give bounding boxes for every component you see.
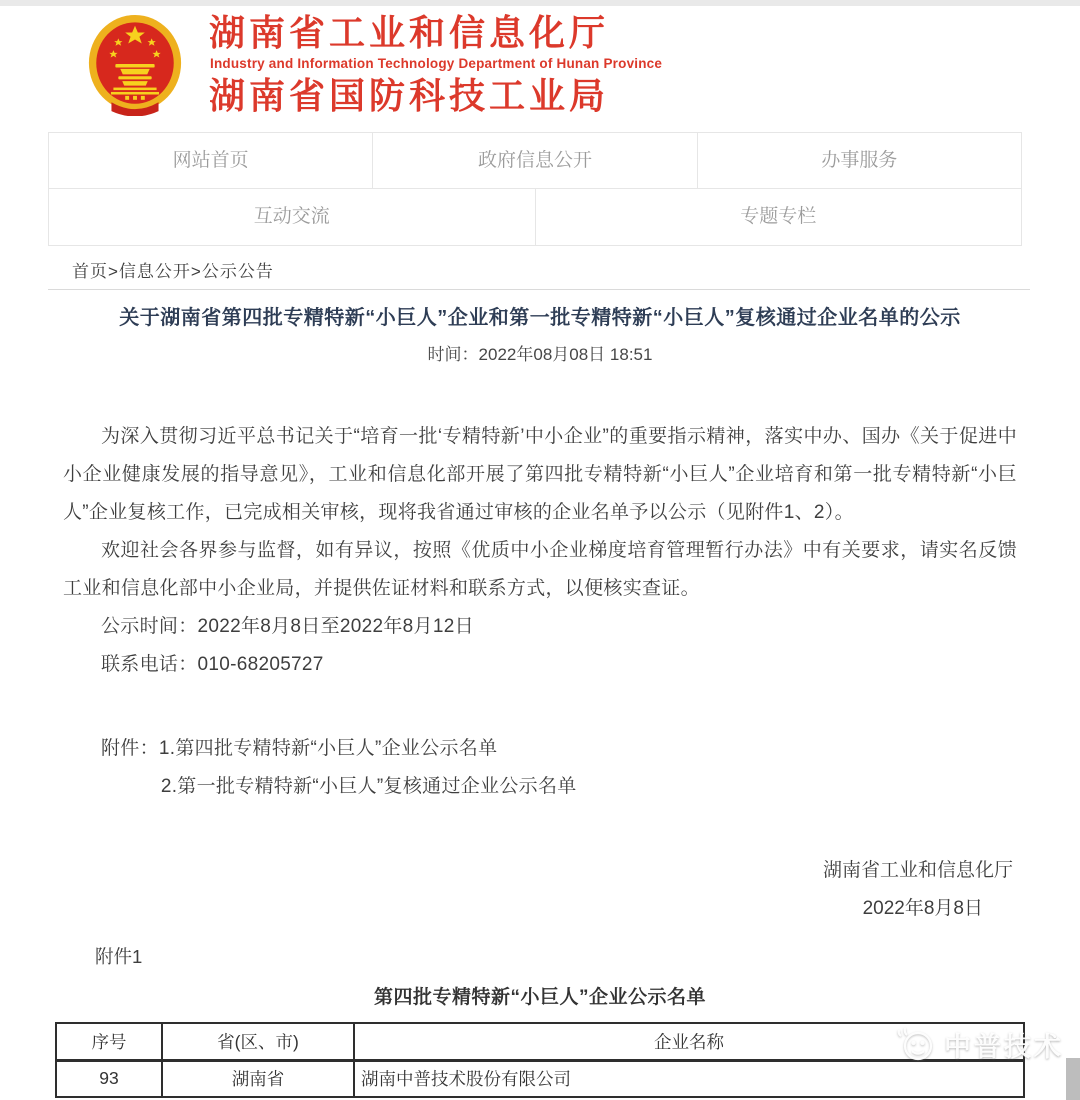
attachments-list [63,730,1017,806]
signature-org: 湖南省工业和信息化厅 [822,860,1013,881]
nav-item-interaction[interactable]: 互动交流 [48,189,536,246]
watermark-text: 中普技术 [944,1031,1064,1062]
article-body [63,418,1017,1009]
publicity-period: 公示时间：2022年8月8日至2022年8月12日 [101,616,474,637]
paragraph: 为深入贯彻习近平总书记关于“培育一批‘专精特新’中小企业”的重要指示精神，落实中办、国办《关于促进中小企业健康发展的指导意见》，工业和信息化部开展了第四批专精特新“小巨人”企业培育和第一批专精特新“小巨人”企业复核工作，已完成相关审核，现将我省通过审核的企业名单予以公示（见附件1、2）。 [63,426,1017,523]
nav-item-home[interactable]: 网站首页 [48,132,373,189]
attachment-1-text: 1.第四批专精特新“小巨人”企业公示名单 [158,738,498,759]
org-title-secondary: 湖南省国防科技工业局 [209,75,610,117]
breadcrumb[interactable]: 首页>信息公开>公示公告 [72,262,274,281]
table-row [56,1060,1024,1097]
publish-time: 时间：2022年08月08日 18:51 [427,345,653,364]
enterprise-roster-table [55,1022,1025,1098]
divider [48,289,1030,290]
nav-item-gov-info[interactable]: 政府信息公开 [373,132,697,189]
cell-province: 湖南省 [162,1060,354,1097]
paragraph: 欢迎社会各界参与监督，如有异议，按照《优质中小企业梯度培育管理暂行办法》中有关要求，请实名反馈工业和信息化部中小企业局，并提供佐证材料和联系方式，以便核实查证。 [63,540,1017,599]
column-header-company: 企业名称 [354,1023,1024,1060]
nav-item-services[interactable]: 办事服务 [698,132,1022,189]
column-header-index: 序号 [56,1023,162,1060]
nav-row-2 [48,189,1022,246]
page-top-edge [0,0,1080,6]
column-header-province: 省(区、市) [162,1023,354,1060]
nav-row-1 [48,132,1022,189]
cell-index: 93 [56,1060,162,1097]
site-header [85,12,662,118]
main-nav [48,132,1022,246]
national-emblem-logo [85,14,185,116]
table-header-row [56,1023,1024,1060]
org-titles [209,12,662,118]
cell-company: 湖南中普技术股份有限公司 [354,1060,1024,1097]
contact-phone: 联系电话：010-68205727 [101,654,324,675]
page-title: 关于湖南省第四批专精特新“小巨人”企业和第一批专精特新“小巨人”复核通过企业名单的公示 [119,307,961,329]
attachment-item-2: 2.第一批专精特新“小巨人”复核通过企业公示名单 [160,776,577,797]
attachment-item-1 [63,730,1017,768]
org-title-primary: 湖南省工业和信息化厅 [209,12,610,53]
appendix-table-title: 第四批专精特新“小巨人”企业公示名单 [373,987,706,1008]
signature-date: 2022年8月8日 [862,898,983,919]
attachments-label: 附件： [101,738,159,759]
appendix-label: 附件1 [95,946,143,967]
nav-item-special-columns[interactable]: 专题专栏 [536,189,1023,246]
org-title-english: Industry and Information Technology Department of Hunan Province [210,56,663,72]
page-edge-artifact [1066,1058,1080,1100]
